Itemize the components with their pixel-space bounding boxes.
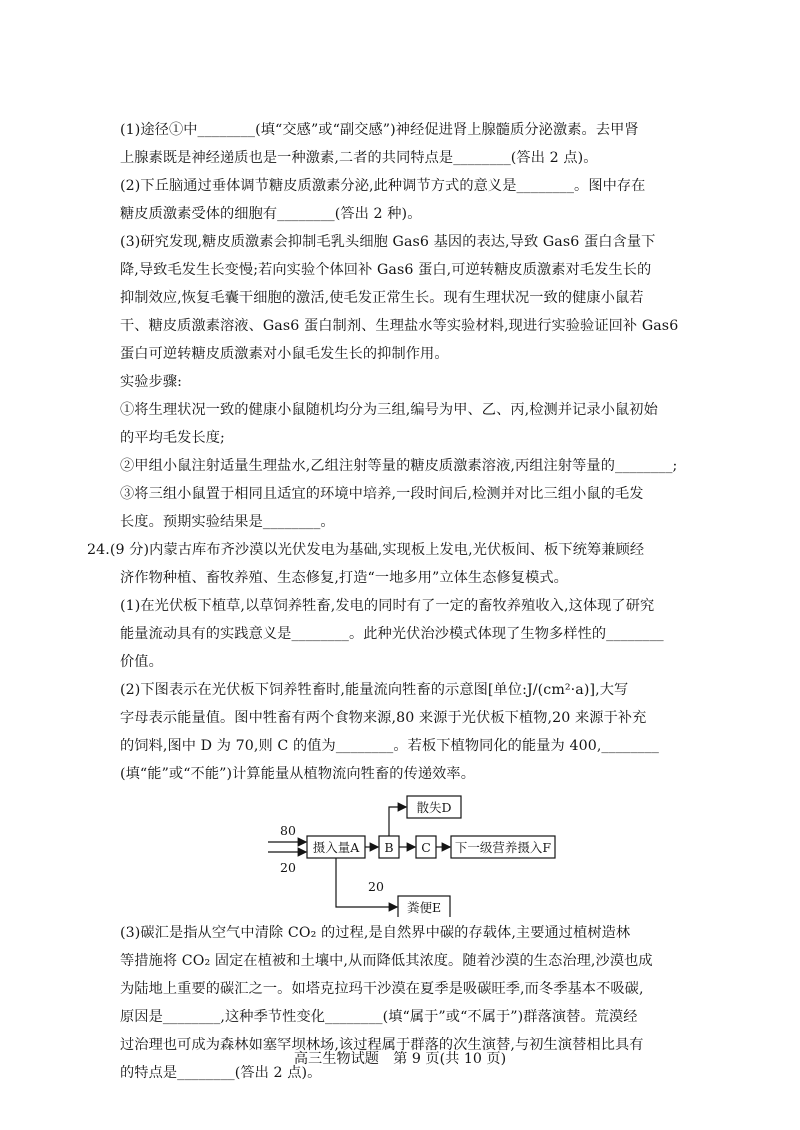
- text-line: 长度。预期实验结果是________。: [120, 514, 335, 530]
- text-line: 的平均毛发长度;: [120, 430, 225, 446]
- text-line: ③将三组小鼠置于相同且适宜的环境中培养,一段时间后,检测并对比三组小鼠的毛发: [120, 486, 644, 502]
- text-line: 的饲料,图中 D 为 70,则 C 的值为________。若板下植物同化的能量为 400,________: [120, 738, 659, 754]
- energy-flow-diagram: [120, 792, 680, 917]
- text-line: 字母表示能量值。图中牲畜有两个食物来源,80 来源于光伏板下植物,20 来源于补充: [120, 710, 647, 726]
- intake-box-label: 摄入量A: [312, 840, 360, 855]
- feces-value-label: 20: [368, 879, 384, 894]
- text-line: 上腺素既是神经递质也是一种激素,二者的共同特点是________(答出 2 点)。: [120, 150, 598, 166]
- text-line: ①将生理状况一致的健康小鼠随机均分为三组,编号为甲、乙、丙,检测并记录小鼠初始: [120, 402, 658, 418]
- text-line: 蛋白可逆转糖皮质激素对小鼠毛发生长的抑制作用。: [120, 346, 449, 362]
- feces-box-label: 粪便E: [406, 900, 442, 915]
- text-line: 干、糖皮质激素溶液、Gas6 蛋白制剂、生理盐水等实验材料,现进行实验验证回补 Gas6: [120, 318, 679, 334]
- text-line: ②甲组小鼠注射适量生理盐水,乙组注射等量的糖皮质激素溶液,丙组注射等量的________;: [120, 458, 678, 474]
- question-content: [87, 116, 680, 1087]
- text-line: 实验步骤:: [120, 374, 183, 390]
- question-24-heading: 24.(9 分)内蒙古库布齐沙漠以光伏发电为基础,实现板上发电,光伏板间、板下统筹兼顾经: [87, 542, 645, 558]
- text-line: 等措施将 CO₂ 固定在植被和土壤中,从而降低其浓度。随着沙漠的生态治理,沙漠也成: [120, 953, 653, 969]
- text-line: (1)途径①中________(填“交感”或“副交感”)神经促进肾上腺髓质分泌激素。去甲肾: [120, 122, 639, 138]
- text-line: 抑制效应,恢复毛囊干细胞的激活,使毛发正常生长。现有生理状况一致的健康小鼠若: [120, 290, 644, 306]
- text-line: (3)研究发现,糖皮质激素会抑制毛乳头细胞 Gas6 基因的表达,导致 Gas6 蛋白含量下: [120, 234, 656, 250]
- text-line: 为陆地上重要的碳汇之一。如塔克拉玛干沙漠在夏季是吸碳旺季,而冬季基本不吸碳,: [120, 981, 644, 997]
- text-line: (填“能”或“不能”)计算能量从植物流向牲畜的传递效率。: [120, 766, 476, 782]
- c-box-label: C: [421, 840, 431, 855]
- text-line: 过治理也可成为森林如塞罕坝林场,该过程属于群落的次生演替,与初生演替相比具有: [120, 1037, 644, 1053]
- text-line: (3)碳汇是指从空气中清除 CO₂ 的过程,是自然界中碳的存载体,主要通过植树造林: [120, 925, 631, 941]
- loss-box-label: 散失D: [416, 800, 452, 815]
- input-top-label: 80: [280, 823, 296, 838]
- text-line: 济作物种植、畜牧养殖、生态修复,打造“一地多用”立体生态修复模式。: [120, 570, 568, 586]
- text-line: (2)下丘脑通过垂体调节糖皮质激素分泌,此种调节方式的意义是________。图中存在: [120, 178, 646, 194]
- page-footer: 高三生物试题 第 9 页(共 10 页): [293, 1051, 507, 1067]
- input-bottom-label: 20: [280, 860, 296, 875]
- text-line: 价值。: [120, 654, 163, 670]
- text-line: 的特点是________(答出 2 点)。: [120, 1065, 322, 1081]
- text-line: 降,导致毛发生长变慢;若向实验个体回补 Gas6 蛋白,可逆转糖皮质激素对毛发生长的: [120, 262, 652, 278]
- text-line: 糖皮质激素受体的细胞有________(答出 2 种)。: [120, 206, 422, 222]
- b-box-label: B: [384, 840, 394, 855]
- text-line: 能量流动具有的实践意义是________。此种光伏治沙模式体现了生物多样性的________: [120, 626, 664, 642]
- next-level-box-label: 下一级营养摄入F: [454, 840, 552, 855]
- text-line: (2)下图表示在光伏板下饲养牲畜时,能量流向牲畜的示意图[单位:J/(cm²·a)],大写: [120, 682, 629, 698]
- text-line: 原因是________,这种季节性变化________(填“属于”或“不属于”)群落演替。荒漠经: [120, 1009, 638, 1025]
- text-line: (1)在光伏板下植草,以草饲养牲畜,发电的同时有了一定的畜牧养殖收入,这体现了研究: [120, 598, 655, 614]
- energy-flow-svg: [120, 792, 680, 917]
